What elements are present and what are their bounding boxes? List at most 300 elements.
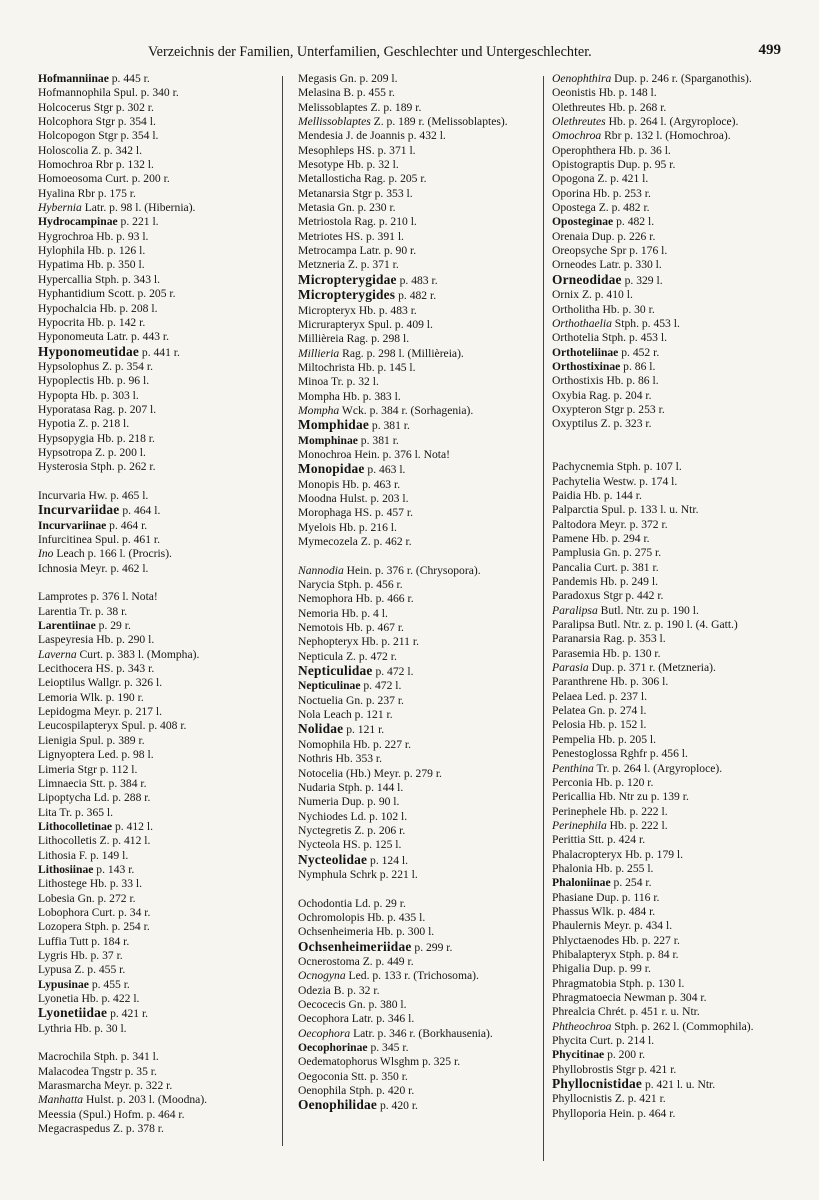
entry-name: Paltodora: [552, 517, 597, 531]
entry-name: Holcophora: [38, 115, 93, 129]
entry-name: Hofmannophila: [38, 86, 111, 100]
entry-reference: Ld. p. 288 r.: [90, 791, 151, 805]
index-entry: [38, 877, 274, 891]
entry-reference: Stph. p. 420 r.: [346, 1084, 415, 1098]
entry-name: Holoscolia: [38, 143, 89, 157]
entry-name: Ochsenheimeriidae: [298, 938, 412, 954]
entry-reference: Hb. 353 r.: [332, 752, 383, 766]
entry-reference: Hb. p. 37 r.: [67, 948, 123, 962]
entry-reference: Latr. p. 346 r. (Borkhausenia).: [350, 1026, 493, 1040]
entry-name: Orthotelia: [552, 331, 600, 345]
index-entry: [552, 661, 792, 675]
entry-reference: Gn. p. 380 l.: [345, 998, 407, 1011]
entry-name: Oeonistis: [552, 86, 596, 100]
entry-reference: Hb. p. 306 l.: [607, 675, 669, 689]
entry-name: Hypatima: [38, 258, 84, 272]
entry-reference: Dup. p. 99 r.: [590, 962, 651, 976]
entry-name: Orthostixis: [552, 374, 604, 388]
column-divider: [543, 76, 544, 1161]
entry-reference: Ld. p. 29 r.: [352, 896, 406, 910]
entry-reference: Spul. p. 409 l.: [364, 317, 433, 331]
entry-reference: Hb. p. 467 r.: [343, 621, 404, 635]
index-entry: [552, 187, 792, 201]
entry-reference: Ld. p. 102 l.: [347, 809, 408, 823]
index-entry: [38, 1108, 274, 1122]
entry-reference: Gn. p. 272 r.: [74, 891, 136, 905]
entry-name: Paralipsa: [552, 603, 598, 617]
index-entry: [298, 621, 534, 635]
entry-name: Hofmanniinae: [38, 72, 109, 85]
index-entry: [552, 518, 792, 532]
entry-reference: J. de Joannis p. 432 l.: [343, 129, 446, 143]
entry-reference: Latr. p. 346 l.: [348, 1012, 415, 1026]
entry-reference: p. 464 l.: [119, 504, 161, 518]
entry-name: Hylophila: [38, 244, 85, 258]
index-entry: [38, 129, 274, 143]
entry-name: Phragmatoecia: [552, 991, 621, 1004]
index-entry: [552, 876, 792, 890]
entry-name: Olethreutes: [552, 115, 606, 129]
entry-reference: p. 455 r.: [88, 977, 130, 991]
entry-reference: Dup. p. 95 r.: [614, 158, 676, 172]
entry-reference: Schrk p. 221 l.: [346, 867, 418, 881]
entry-reference: p. 221 l.: [117, 215, 159, 229]
entry-reference: Westw. p. 174 l.: [600, 474, 678, 488]
entry-reference: Curt. p. 381 r.: [591, 560, 659, 574]
entry-name: Oegoconia: [298, 1069, 349, 1083]
index-entry: [298, 810, 534, 824]
index-entry: [38, 360, 274, 374]
entry-reference: p. 441 r.: [139, 345, 180, 359]
index-entry: [298, 853, 534, 868]
index-entry: [298, 679, 534, 693]
entry-name: Hyponomeutidae: [38, 343, 140, 359]
entry-name: Nemophora: [298, 592, 353, 606]
entry-reference: p. 421 l. u. Ntr.: [642, 1078, 716, 1092]
index-entry: [552, 891, 792, 905]
entry-name: Orthoteliinae: [552, 345, 619, 359]
entry-reference: p. 463 l.: [364, 463, 406, 477]
index-entry: [552, 230, 792, 244]
entry-reference: Wlsghm p. 325 r.: [377, 1055, 461, 1069]
index-entry: [298, 448, 534, 462]
entry-reference: Meyr. p. 217 l.: [90, 705, 162, 719]
entry-name: Phaloniinae: [552, 876, 611, 890]
entry-reference: Latr. p. 330 l.: [596, 258, 662, 272]
index-entry: [38, 72, 274, 86]
index-entry: [38, 374, 274, 388]
entry-reference: Latr. p. 98 l. (Hibernia).: [81, 201, 196, 215]
entry-name: Hypsotropa: [38, 445, 93, 459]
entry-reference: Dup. p. 371 r. (Metzneria).: [588, 661, 716, 675]
entry-reference: Rag. p. 204 r.: [586, 388, 652, 402]
entry-name: Nephopteryx: [298, 635, 359, 649]
index-entry: [298, 273, 534, 288]
entry-reference: Z. p. 206 r.: [351, 823, 406, 837]
index-entry: [298, 955, 534, 969]
entry-name: Phyllocnistis: [552, 1092, 612, 1106]
entry-reference: p. 381 r.: [369, 419, 410, 433]
entry-reference: Hb. p. 32 l.: [343, 158, 399, 172]
entry-reference: Hb. p. 86 l.: [603, 374, 659, 388]
index-entry: [552, 690, 792, 704]
section-gap: [38, 1036, 274, 1050]
entry-reference: Gn. p. 209 l.: [336, 72, 398, 85]
entry-name: Meessia: [38, 1107, 76, 1121]
index-entry: [38, 748, 274, 762]
index-entry: [38, 1065, 274, 1079]
index-entry: [298, 650, 534, 664]
index-entry: [38, 187, 274, 201]
entry-reference: Hb. p. 227 r.: [618, 933, 680, 947]
index-entry: [552, 1063, 792, 1077]
index-entry: [552, 129, 792, 143]
index-entry: [38, 1006, 274, 1021]
index-entry: [552, 460, 792, 474]
entry-name: Ochodontia: [298, 896, 353, 910]
entry-reference: Tngstr p. 35 r.: [88, 1064, 157, 1078]
entry-reference: p. 445 r.: [108, 72, 150, 85]
entry-reference: Dup. p. 246 r. (Sparganothis).: [611, 72, 752, 85]
entry-reference: Z. p. 482 r.: [595, 201, 650, 215]
index-entry: [552, 934, 792, 948]
entry-reference: Meyr. p. 462 l.: [77, 561, 149, 575]
entry-reference: Hein. p. 376 r. (Chrysopora).: [343, 563, 481, 577]
entry-name: Oecophorinae: [298, 1041, 368, 1055]
entry-reference: Hulst. p. 203 l.: [336, 491, 409, 505]
entry-reference: Spul. p. 340 r.: [110, 86, 179, 100]
index-entry: [38, 403, 274, 417]
entry-reference: Z. p. 412 l.: [96, 834, 151, 848]
index-entry: [298, 187, 534, 201]
entry-reference: HS. p. 391 l.: [342, 229, 404, 243]
entry-name: Phycitinae: [552, 1048, 605, 1062]
index-column-3: [552, 72, 792, 1121]
entry-name: Lignyoptera: [38, 748, 95, 762]
entry-reference: p. 200 r.: [604, 1048, 646, 1062]
entry-reference: Rbr p. 132 l.: [92, 158, 154, 172]
index-entry: [552, 489, 792, 503]
entry-reference: Hb. p. 290 l.: [93, 633, 155, 647]
entry-name: Olethreutes: [552, 100, 606, 114]
entry-name: Oxypteron: [552, 402, 602, 416]
entry-name: Mesotype: [298, 158, 344, 172]
entry-reference: Hb. p. 218 r.: [94, 431, 155, 445]
index-entry: [38, 820, 274, 834]
entry-name: Hyphantidium: [38, 287, 105, 301]
index-entry: [298, 492, 534, 506]
entry-reference: p. 420 r.: [377, 1099, 418, 1113]
entry-reference: Z. p. 421 r.: [611, 1092, 666, 1106]
index-entry: [298, 1055, 534, 1069]
index-entry: [38, 763, 274, 777]
entry-reference: Z. p. 189 r. (Melissoblaptes).: [370, 115, 508, 129]
entry-name: Hypsopygia: [38, 431, 95, 445]
entry-reference: Spr p. 176 l.: [607, 244, 668, 258]
section-gap: [38, 475, 274, 489]
index-entry: [298, 838, 534, 852]
index-entry: [38, 287, 274, 301]
entry-name: Hydrocampinae: [38, 215, 118, 229]
entry-name: Miltochrista: [298, 360, 355, 374]
entry-reference: Hb. p. 350 l.: [83, 258, 145, 272]
index-entry: [552, 718, 792, 732]
entry-name: Lita: [38, 805, 57, 819]
entry-reference: Stph. p. 456 r.: [334, 578, 403, 592]
entry-name: Lithosiinae: [38, 862, 94, 876]
index-entry: [298, 635, 534, 649]
entry-name: Nannodia: [298, 563, 344, 577]
entry-name: Mendesia: [298, 129, 344, 143]
entry-name: Nemotois: [298, 621, 344, 635]
entry-reference: Z. p. 218 l.: [75, 417, 130, 431]
index-entry: [552, 733, 792, 747]
entry-reference: Hb. p. 264 l. (Argyroploce).: [605, 115, 739, 129]
index-entry: [38, 417, 274, 431]
entry-name: Ichnosia: [38, 561, 78, 575]
index-entry: [298, 521, 534, 535]
entry-name: Oxybia: [552, 388, 587, 402]
entry-reference: Hb. p. 435 l.: [364, 910, 426, 924]
index-entry: [38, 676, 274, 690]
entry-name: Omochroa: [552, 129, 602, 143]
index-entry: [552, 747, 792, 761]
section-gap: [38, 576, 274, 590]
entry-reference: HS. p. 125 l.: [339, 838, 402, 852]
page-header: [0, 40, 819, 64]
index-entry: [38, 705, 274, 719]
entry-reference: Z. p. 189 r.: [367, 100, 422, 114]
entry-reference: Stph. p. 254 r.: [81, 920, 150, 934]
entry-name: Melasina: [298, 86, 341, 100]
index-entry: [38, 920, 274, 934]
index-entry: [38, 1050, 274, 1064]
index-entry: [38, 978, 274, 992]
entry-reference: Gn. p. 275 r.: [600, 546, 662, 560]
entry-reference: Stph. p. 144 l.: [335, 780, 404, 794]
index-entry: [552, 905, 792, 919]
entry-name: Phycita: [552, 1034, 587, 1048]
index-entry: [298, 332, 534, 346]
index-entry: [38, 1093, 274, 1107]
entry-reference: Rghfr p. 456 l.: [617, 747, 688, 761]
entry-reference: Spul. p. 389 r.: [76, 733, 145, 747]
index-entry: [552, 374, 792, 388]
entry-reference: p. 421 r.: [107, 1007, 149, 1021]
index-entry: [38, 172, 274, 186]
index-entry: [38, 230, 274, 244]
index-entry: [552, 532, 792, 546]
index-entry: [298, 1098, 534, 1113]
index-entry: [298, 1070, 534, 1084]
entry-name: Laspeyresia: [38, 633, 94, 647]
entry-reference: Stph. p. 130 l.: [616, 976, 685, 990]
index-entry: [298, 478, 534, 492]
entry-name: Opostega: [552, 201, 596, 215]
entry-reference: Curt. p. 34 r.: [88, 905, 151, 919]
entry-name: Paralipsa: [552, 618, 595, 632]
entry-name: Penestoglossa: [552, 747, 618, 761]
index-entry: [552, 848, 792, 862]
entry-name: Orneodidae: [552, 271, 622, 287]
entry-name: Lygris: [38, 948, 68, 962]
index-entry: [298, 1084, 534, 1098]
entry-name: Pelatea: [552, 704, 586, 718]
entry-reference: (Spul.) Hofm. p. 464 r.: [76, 1107, 185, 1121]
index-entry: [298, 86, 534, 100]
index-entry: [298, 144, 534, 158]
entry-name: Pelosia: [552, 718, 586, 732]
entry-reference: Z. p. 472 r.: [343, 649, 397, 663]
entry-name: Ochromolopis: [298, 910, 365, 924]
index-column-1: [38, 72, 274, 1136]
entry-name: Pelaea: [552, 689, 583, 703]
entry-name: Lienigia: [38, 733, 77, 747]
entry-name: Nepticulinae: [298, 679, 361, 693]
entry-reference: Z. p. 371 r.: [345, 258, 399, 272]
entry-name: Hybernia: [38, 201, 82, 215]
entry-reference: p. 412 l.: [112, 819, 153, 833]
entry-name: Lyonetiidae: [38, 1005, 108, 1021]
index-entry: [298, 158, 534, 172]
index-entry: [298, 404, 534, 418]
entry-reference: Curt. p. 200 r.: [102, 172, 170, 186]
index-entry: [298, 506, 534, 520]
entry-reference: Stt. p. 384 r.: [86, 776, 147, 790]
entry-reference: Hb. p. 294 r.: [588, 532, 650, 545]
index-entry: [38, 432, 274, 446]
entry-reference: p. 29 r.: [95, 619, 131, 633]
entry-reference: Rag. p. 298 l. (Millièreia).: [339, 346, 464, 360]
entry-name: Nomophila: [298, 737, 351, 751]
entry-name: Lepidogma: [38, 705, 91, 719]
entry-name: Phrealcia: [552, 1005, 596, 1019]
index-entry: [552, 675, 792, 689]
entry-name: Nymphula: [298, 867, 347, 881]
entry-reference: p. 472 l.: [372, 665, 414, 679]
entry-reference: Hb. p. 205 l.: [595, 732, 657, 746]
entry-name: Oecophora: [298, 1012, 349, 1026]
entry-name: Oenophthira: [552, 72, 612, 85]
entry-reference: Hb. p. 126 l.: [84, 244, 146, 258]
index-entry: [552, 618, 792, 632]
index-entry: [298, 230, 534, 244]
entry-reference: Hb. p. 249 l.: [597, 575, 658, 589]
entry-name: Hypsolophus: [38, 359, 100, 373]
index-entry: [298, 129, 534, 143]
index-entry: [298, 607, 534, 621]
entry-reference: Curt. p. 383 l. (Mompha).: [76, 647, 200, 661]
index-entry: [38, 849, 274, 863]
entry-name: Metzneria: [298, 258, 345, 272]
entry-reference: Butl. Ntr. z. p. 190 l. (4. Gatt.): [594, 618, 738, 632]
entry-name: Opistograptis: [552, 158, 615, 172]
index-entry: [552, 244, 792, 258]
entry-reference: Z. p. 410 l.: [579, 288, 633, 302]
entry-reference: Tutt p. 184 r.: [66, 934, 130, 948]
index-entry: [298, 434, 534, 448]
index-entry: [298, 998, 534, 1012]
index-entry: [38, 949, 274, 963]
index-entry: [38, 144, 274, 158]
index-entry: [298, 172, 534, 186]
entry-name: Phragmatobia: [552, 976, 617, 990]
entry-name: Leucospilapteryx: [38, 719, 119, 733]
index-entry: [552, 503, 792, 517]
entry-reference: Z. p. 455 r.: [71, 963, 126, 977]
entry-reference: Hb. p. 152 l.: [585, 718, 647, 732]
index-entry: [38, 791, 274, 805]
entry-name: Orthostixinae: [552, 359, 621, 373]
entry-name: Nothris: [298, 752, 333, 766]
section-gap: [552, 446, 792, 460]
index-entry: [298, 1012, 534, 1026]
entry-reference: Hb. p. 255 l.: [592, 861, 654, 875]
index-column-2: [298, 72, 534, 1114]
index-entry: [38, 201, 274, 215]
entry-name: Lithocolletinae: [38, 819, 113, 833]
entry-reference: Meyr. p. 322 r.: [101, 1079, 173, 1093]
entry-name: Nycteola: [298, 838, 340, 852]
entry-name: Perinephila: [552, 818, 607, 832]
entry-name: Lobesia: [38, 891, 75, 905]
entry-name: Nolidae: [298, 721, 344, 737]
index-entry: [38, 906, 274, 920]
entry-reference: p. 376 l. Nota!: [87, 590, 158, 604]
entry-reference: Hb. p. 130 r.: [599, 646, 661, 660]
entry-name: Opogona: [552, 172, 595, 186]
index-entry: [38, 86, 274, 100]
entry-reference: Rbr p. 132 l. (Homochroa).: [601, 129, 731, 143]
entry-reference: p. 482 r.: [395, 289, 437, 303]
entry-reference: Hb. p. 300 l.: [373, 925, 435, 939]
index-entry: [552, 819, 792, 833]
index-entry: [38, 258, 274, 272]
entry-name: Oedematophorus: [298, 1055, 378, 1069]
index-entry: [38, 777, 274, 791]
entry-reference: Hb. p. 216 l.: [336, 520, 397, 534]
entry-reference: Hein. p. 464 r.: [606, 1106, 676, 1120]
index-entry: [38, 590, 274, 604]
index-entry: [298, 535, 534, 549]
index-entry: [38, 992, 274, 1006]
index-entry: [298, 868, 534, 882]
entry-name: Morophaga: [298, 506, 352, 520]
index-entry: [38, 562, 274, 576]
index-entry: [38, 330, 274, 344]
entry-reference: Stph. p. 453 l.: [599, 331, 667, 345]
index-entry: [552, 1020, 792, 1034]
entry-reference: Latr. p. 443 r.: [103, 330, 170, 344]
entry-name: Nychiodes: [298, 809, 348, 823]
entry-reference: Stgr p. 112 l.: [74, 762, 138, 776]
entry-reference: Led. p. 133 r. (Trichosoma).: [345, 969, 479, 983]
entry-name: Notocelia: [298, 766, 344, 780]
index-entry: [552, 403, 792, 417]
entry-name: Phalonia: [552, 861, 593, 875]
entry-name: Phlyctaenodes: [552, 933, 619, 947]
entry-reference: Rag. p. 210 l.: [351, 215, 417, 229]
entry-reference: Hb. p. 145 l.: [354, 360, 416, 374]
entry-name: Phtheochroa: [552, 1019, 612, 1033]
entry-reference: Hb. p. 142 r.: [84, 315, 146, 329]
entry-name: Holcopogon: [38, 129, 96, 143]
entry-name: Lithocolletis: [38, 834, 97, 848]
entry-name: Luffia: [38, 934, 67, 948]
index-entry: [552, 201, 792, 215]
index-entry: [552, 101, 792, 115]
entry-name: Oposteginae: [552, 215, 614, 229]
